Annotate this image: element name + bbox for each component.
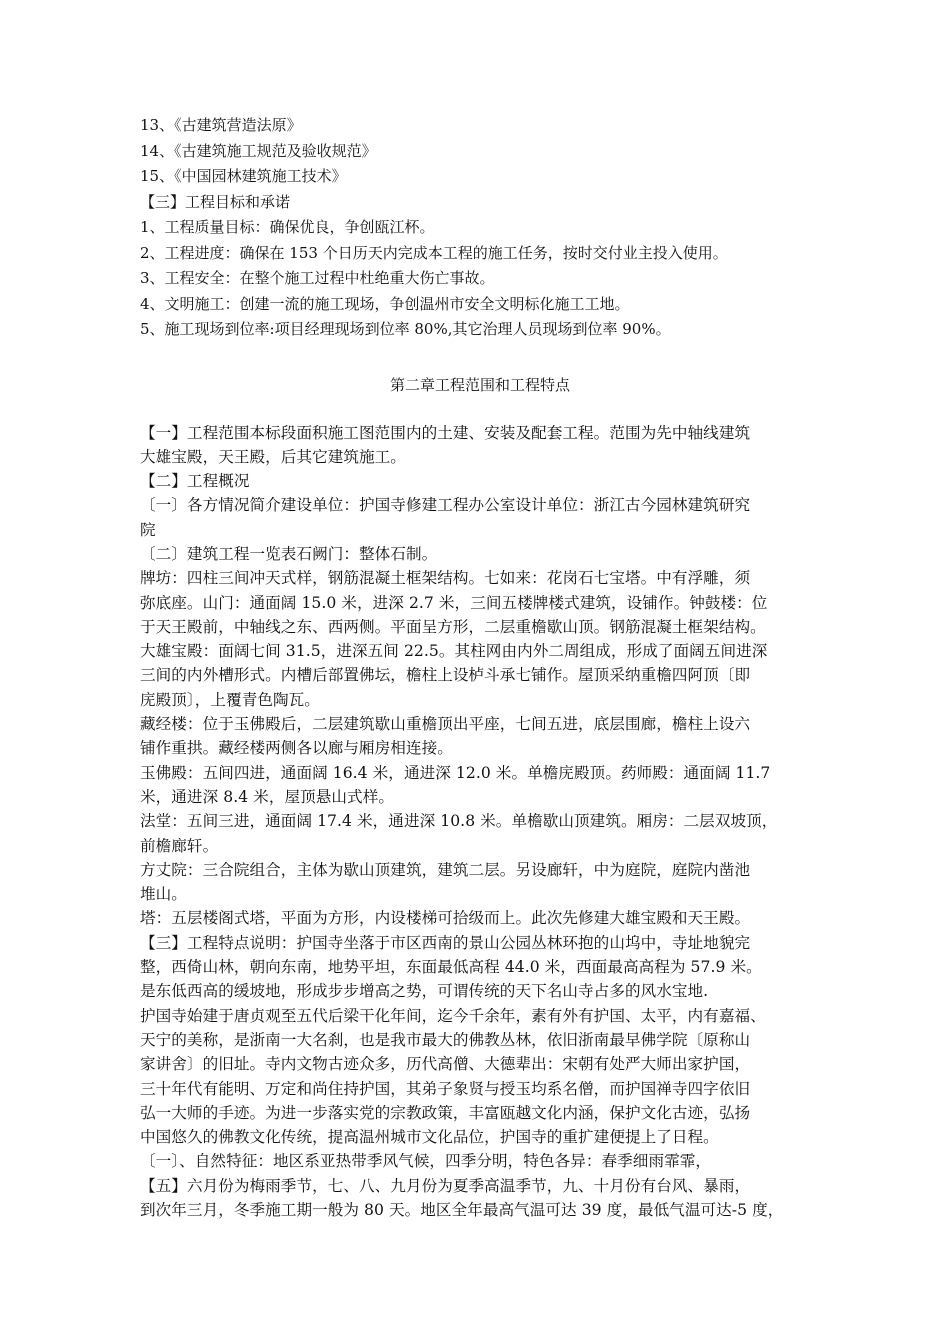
text-line: 前檐廊轩。 xyxy=(140,836,219,855)
text-line: 法堂：五间三进，通面阔 17.4 米，通进深 10.8 米。单檐歇山顶建筑。厢房：二层双坡顶， xyxy=(140,812,778,831)
list-item: 13、《古建筑营造法原》 xyxy=(140,116,302,134)
text-line: 藏经楼：位于玉佛殿后，二层建筑歇山重檐顶出平座，七间五进，底层围廊，檐柱上设六 xyxy=(140,715,751,734)
text-line: 〔一〕各方情况简介建设单位：护国寺修建工程办公室设计单位：浙江古今园林建筑研究 xyxy=(140,496,751,515)
text-line: 方丈院：三合院组合，主体为歇山顶建筑，建筑二层。另设廊轩，中为庭院，庭院内凿池 xyxy=(140,860,751,879)
list-item: 5、施工现场到位率:项目经理现场到位率 80%,其它治理人员现场到位率 90%。 xyxy=(140,320,671,338)
section-heading: 【三】工程目标和承诺 xyxy=(140,192,291,211)
text-line: 铺作重拱。藏经楼两侧各以廊与厢房相连接。 xyxy=(140,739,453,758)
text-line: 〔一〕、自然特征：地区系亚热带季风气候，四季分明，特色各异：春季细雨霏霏， xyxy=(140,1152,712,1171)
text-line: 家讲舍〕的旧址。寺内文物古迹众多，历代高僧、大德辈出：宋朝有处严大师出家护国， xyxy=(140,1055,751,1074)
list-item: 14、《古建筑施工规范及验收规范》 xyxy=(140,141,377,160)
text-line: 整，西倚山林，朝向东南，地势平坦，东面最低高程 44.0 米，西面最高高程为 57.9 米。 xyxy=(140,958,762,977)
text-line: 玉佛殿：五间四进，通面阔 16.4 米，通进深 12.0 米。单檐庑殿顶。药师殿：通面阔 11.7 xyxy=(140,763,771,782)
text-line: 三间的内外槽形式。内槽后部置佛坛，檐柱上设栌斗承七铺作。屋顶采纳重檐四阿顶〔即 xyxy=(140,666,751,685)
text-line: 〔二〕建筑工程一览表石阙门：整体石制。 xyxy=(140,544,438,563)
text-line: 弘一大师的手迹。为进一步落实党的宗教政策，丰富瓯越文化内涵，保护文化古迹，弘扬 xyxy=(140,1103,751,1122)
text-line: 三十年代有能明、万定和尚住持护国，其弟子象贤与授玉均系名僧，而护国禅寺四字依旧 xyxy=(140,1079,751,1098)
text-line: 牌坊：四柱三间冲天式样，钢筋混凝土框架结构。七如来：花岗石七宝塔。中有浮雕，须 xyxy=(140,569,751,588)
list-item: 4、文明施工：创建一流的施工现场，争创温州市安全文明标化施工工地。 xyxy=(140,294,630,313)
chapter-heading: 第二章工程范围和工程特点 xyxy=(389,375,570,394)
text-line: 大雄宝殿：面阔七间 31.5，进深五间 22.5。其柱网由内外二周组成，形成了面阔五间进深 xyxy=(140,642,768,661)
intro-list xyxy=(140,113,820,343)
list-item: 2、工程进度：确保在 153 个日历天内完成本工程的施工任务，按时交付业主投入使用。 xyxy=(140,243,728,262)
list-item: 3、工程安全：在整个施工过程中杜绝重大伤亡事故。 xyxy=(140,269,495,287)
text-line: 【二】工程概况 xyxy=(140,472,250,491)
document-page xyxy=(140,113,820,1222)
text-line: 中国悠久的佛教文化传统，提高温州城市文化品位，护国寺的重扩建便提上了日程。 xyxy=(140,1128,719,1147)
text-line: 大雄宝殿，天王殿，后其它建筑施工。 xyxy=(140,447,406,466)
text-line: 【三】工程特点说明：护国寺坐落于市区西南的景山公园丛林环抱的山坞中，寺址地貌完 xyxy=(140,933,751,952)
text-line: 院 xyxy=(140,520,156,539)
text-line: 护国寺始建于唐贞观至五代后梁干化年间，迄今千余年，素有外有护国、太平，内有嘉福、 xyxy=(140,1006,766,1025)
list-item: 1、工程质量目标：确保优良，争创瓯江杯。 xyxy=(140,218,435,236)
chapter-body xyxy=(140,421,820,1223)
text-line: 米，通进深 8.4 米，屋顶悬山式样。 xyxy=(140,787,394,806)
text-line: 【一】工程范围本标段面积施工图范围内的土建、安装及配套工程。范围为先中轴线建筑 xyxy=(140,423,751,442)
text-line: 【五】六月份为梅雨季节，七、八、九月份为夏季高温季节，九、十月份有台风、暴雨， xyxy=(140,1176,751,1195)
text-line: 于天王殿前，中轴线之东、西两侧。平面呈方形，二层重檐歇山顶。钢筋混凝土框架结构。 xyxy=(140,617,766,636)
text-line: 到次年三月，冬季施工期一般为 80 天。地区全年最高气温可达 39 度，最低气温可达-5 度， xyxy=(140,1201,784,1219)
text-line: 天宁的美称，是浙南一大名刹，也是我市最大的佛教丛林，依旧浙南最早佛学院〔原称山 xyxy=(140,1030,751,1049)
text-line: 庑殿顶〕，上覆青色陶瓦。 xyxy=(140,690,320,709)
text-line: 弥底座。山门：通面阔 15.0 米，进深 2.7 米，三间五楼牌楼式建筑，设铺作。钟鼓楼：位 xyxy=(140,593,768,612)
text-line: 堆山。 xyxy=(140,885,187,904)
text-line: 是东低西高的缓坡地，形成步步增高之势，可谓传统的天下名山寺占多的风水宝地. xyxy=(140,982,709,1001)
text-line: 塔：五层楼阁式塔，平面为方形，内设楼梯可拾级而上。此次先修建大雄宝殿和天王殿。 xyxy=(140,909,751,928)
list-item: 15、《中国园林建筑施工技术》 xyxy=(140,167,347,185)
